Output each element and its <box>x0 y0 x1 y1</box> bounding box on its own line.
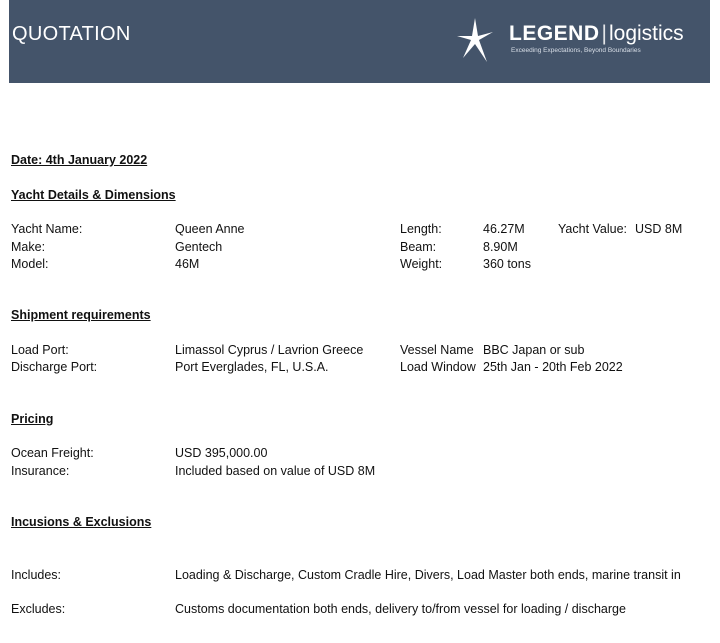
yacht-name-value: Queen Anne <box>175 222 245 236</box>
pricing-heading: Pricing <box>11 412 54 426</box>
ocean-freight-value: USD 395,000.00 <box>175 446 268 460</box>
document-title: QUOTATION <box>12 23 131 45</box>
excludes-value: Customs documentation both ends, delivery to/from vessel for loading / discharge <box>175 602 626 616</box>
insurance-label: Insurance: <box>11 464 70 478</box>
yacht-value-value: USD 8M <box>635 222 683 236</box>
load-port-value: Limassol Cyprus / Lavrion Greece <box>175 343 364 357</box>
company-logo <box>449 12 709 72</box>
header-banner <box>9 0 710 83</box>
inclusions-heading: Incusions & Exclusions <box>11 515 152 529</box>
yacht-name-label: Yacht Name: <box>11 222 83 236</box>
beam-label: Beam: <box>400 240 437 254</box>
load-window-value: 25th Jan - 20th Feb 2022 <box>483 360 623 374</box>
make-value: Gentech <box>175 240 223 254</box>
weight-label: Weight: <box>400 257 443 271</box>
shipment-heading: Shipment requirements <box>11 308 151 322</box>
includes-label: Includes: <box>11 568 62 582</box>
star-logo-icon <box>457 18 493 62</box>
weight-value: 360 tons <box>483 257 531 271</box>
length-label: Length: <box>400 222 442 236</box>
load-port-label: Load Port: <box>11 343 69 357</box>
load-window-label: Load Window <box>400 360 476 374</box>
yacht-details-heading: Yacht Details & Dimensions <box>11 188 176 202</box>
beam-value: 8.90M <box>483 240 518 254</box>
vessel-name-value: BBC Japan or sub <box>483 343 585 357</box>
make-label: Make: <box>11 240 46 254</box>
logo-tagline: Exceeding Expectations, Beyond Boundaries <box>511 47 641 54</box>
includes-value: Loading & Discharge, Custom Cradle Hire, Divers, Load Master both ends, marine transit in <box>175 568 681 582</box>
length-value: 46.27M <box>483 222 525 236</box>
discharge-port-value: Port Everglades, FL, U.S.A. <box>175 360 329 374</box>
discharge-port-label: Discharge Port: <box>11 360 98 374</box>
excludes-label: Excludes: <box>11 602 66 616</box>
model-label: Model: <box>11 257 49 271</box>
quote-date: Date: 4th January 2022 <box>11 153 148 167</box>
ocean-freight-label: Ocean Freight: <box>11 446 94 460</box>
logo-wordmark: LEGEND|logistics <box>509 22 684 45</box>
yacht-value-label: Yacht Value: <box>558 222 628 236</box>
insurance-value: Included based on value of USD 8M <box>175 464 376 478</box>
model-value: 46M <box>175 257 200 271</box>
vessel-name-label: Vessel Name <box>400 343 474 357</box>
